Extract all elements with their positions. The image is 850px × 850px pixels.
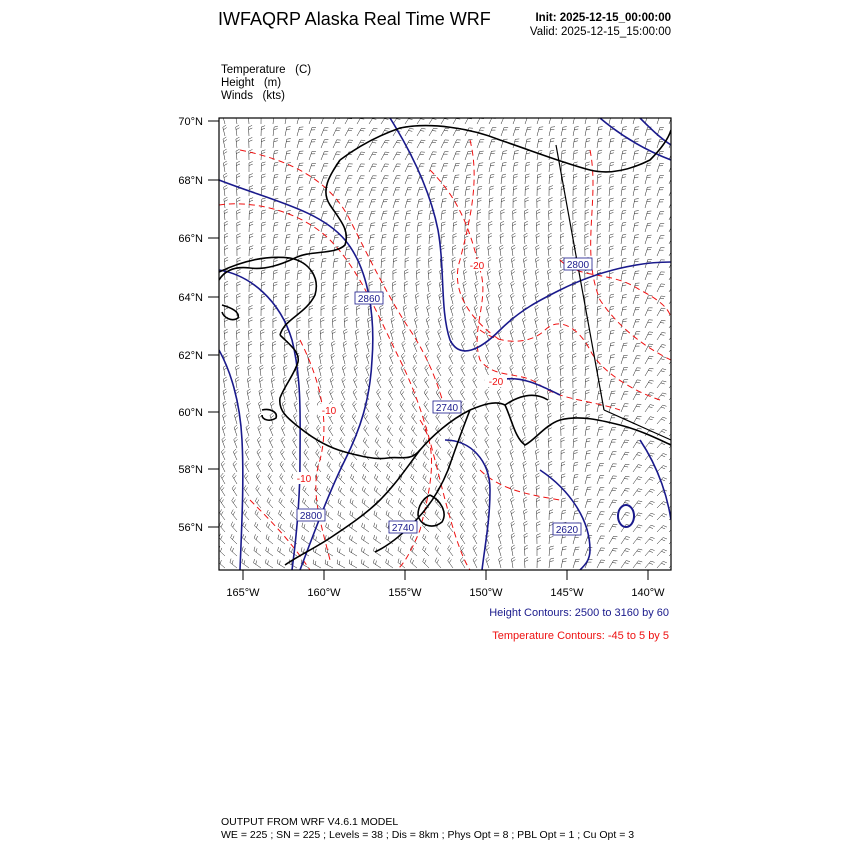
border-alaska-canada xyxy=(556,145,604,410)
lat-ticks xyxy=(208,121,219,527)
lon-labels xyxy=(226,587,665,599)
height-label: 2800 xyxy=(299,511,323,522)
lat-label: 70°N xyxy=(178,116,203,128)
temp-label: -20 xyxy=(469,261,485,272)
lat-label: 56°N xyxy=(178,522,203,534)
lat-label: 62°N xyxy=(178,350,203,362)
wind-barb-field xyxy=(218,113,679,568)
plot-title: IWFAQRP Alaska Real Time WRF xyxy=(218,9,491,29)
lon-label: 155°W xyxy=(388,587,422,599)
field-winds-unit: (kts) xyxy=(262,90,285,102)
lon-label: 150°W xyxy=(469,587,503,599)
height-contour xyxy=(618,505,634,527)
wind-barbs xyxy=(218,113,679,568)
field-temperature-name: Temperature xyxy=(221,64,286,76)
lon-label: 145°W xyxy=(550,587,584,599)
height-contour-legend: Height Contours: 2500 to 3160 by 60 xyxy=(489,607,669,619)
lon-ticks xyxy=(243,570,648,580)
model-info: OUTPUT FROM WRF V4.6.1 MODEL xyxy=(221,816,399,828)
height-contour xyxy=(540,470,590,570)
coastline-kodiak xyxy=(418,495,444,526)
coastline-bristol-bay xyxy=(300,410,470,459)
temp-label: -10 xyxy=(296,474,312,485)
lon-label: 160°W xyxy=(307,587,341,599)
valid-time: Valid: 2025-12-15_15:00:00 xyxy=(529,26,671,38)
height-contour xyxy=(640,440,671,520)
coastline-cook-inlet xyxy=(470,403,671,445)
model-config: WE = 225 ; SN = 225 ; Levels = 38 ; Dis = 8km ; Phys Opt = 8 ; PBL Opt = 1 ; Cu Opt = 3 xyxy=(221,829,635,841)
temp-contour xyxy=(480,324,660,400)
temp-contour xyxy=(480,470,560,500)
height-label: 2740 xyxy=(391,523,415,534)
temp-label: -10 xyxy=(321,406,337,417)
coastline-norton-sound xyxy=(280,335,300,428)
lat-label: 60°N xyxy=(178,407,203,419)
lon-label: 140°W xyxy=(631,587,665,599)
field-height-name: Height xyxy=(221,77,255,89)
field-temperature-unit: (C) xyxy=(295,64,312,76)
temp-contour xyxy=(457,140,500,340)
height-label: 2620 xyxy=(555,525,579,536)
coastline-kotzebue xyxy=(219,160,346,280)
field-winds-name: Winds xyxy=(221,90,253,102)
init-time: Init: 2025-12-15_00:00:00 xyxy=(535,12,671,24)
lat-label: 68°N xyxy=(178,175,203,187)
lon-label: 165°W xyxy=(226,587,260,599)
height-label: 2740 xyxy=(435,403,459,414)
height-label: 2860 xyxy=(357,294,381,305)
lat-label: 66°N xyxy=(178,233,203,245)
border-alaska-canada-south xyxy=(604,410,671,440)
height-contour-labels xyxy=(297,258,592,536)
lat-label: 64°N xyxy=(178,292,203,304)
temp-label: -20 xyxy=(488,377,504,388)
coastline-nunivak xyxy=(262,409,276,420)
lat-labels xyxy=(178,116,203,534)
lat-label: 58°N xyxy=(178,464,203,476)
field-height-unit: (m) xyxy=(263,77,282,89)
height-contour xyxy=(500,379,560,395)
height-label: 2800 xyxy=(566,260,590,271)
temp-contour xyxy=(590,150,671,360)
coastline-seward-coast xyxy=(505,395,548,405)
temperature-contour-legend: Temperature Contours: -45 to 5 by 5 xyxy=(492,630,669,642)
